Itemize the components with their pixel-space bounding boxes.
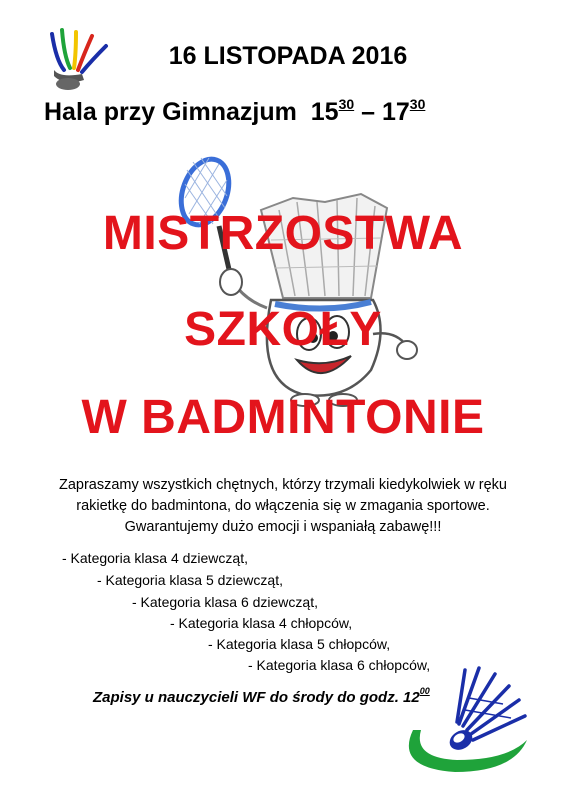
category-item: - Kategoria klasa 6 dziewcząt, (132, 594, 318, 610)
venue-time (44, 96, 425, 127)
category-item: - Kategoria klasa 5 dziewcząt, (97, 572, 283, 588)
intro-line-1: Zapraszamy wszystkich chętnych, którzy trzymali kiedykolwiek w ręku (58, 477, 507, 493)
category-item: - Kategoria klasa 4 chłopców, (170, 615, 353, 631)
signup-note (93, 686, 430, 706)
intro-paragraph (20, 475, 546, 538)
signup-minutes: 00 (419, 686, 430, 696)
venue-name: Hala przy Gimnazjum (44, 98, 297, 126)
category-item: - Kategoria klasa 6 chłopców, (248, 657, 431, 673)
shuttlecock-mascot-icon (175, 150, 425, 412)
time-start-hour: 15 (310, 98, 339, 126)
time-start-min: 30 (338, 96, 355, 112)
time-end-hour: 17 (381, 98, 410, 126)
time-separator: – (361, 98, 376, 126)
headline-line-2: SZKOŁY (184, 303, 382, 356)
time-end-min: 30 (409, 96, 426, 112)
shuttlecock-swoosh-icon (395, 660, 535, 780)
signup-text: Zapisy u nauczycieli WF do środy do godz. 12 (93, 689, 420, 706)
headline-line-1: MISTRZOSTWA (102, 207, 464, 260)
intro-line-3: Gwarantujemy dużo emocji i wspaniałą zabawę!!! (124, 519, 442, 535)
event-date: 16 LISTOPADA 2016 (168, 42, 408, 70)
category-item: - Kategoria klasa 5 chłopców, (208, 636, 391, 652)
headline-line-3: W BADMINTONIE (81, 391, 485, 444)
intro-line-2: rakietkę do badmintona, do włączenia się w zmagania sportowe. (76, 498, 490, 514)
category-item: - Kategoria klasa 4 dziewcząt, (62, 550, 248, 566)
